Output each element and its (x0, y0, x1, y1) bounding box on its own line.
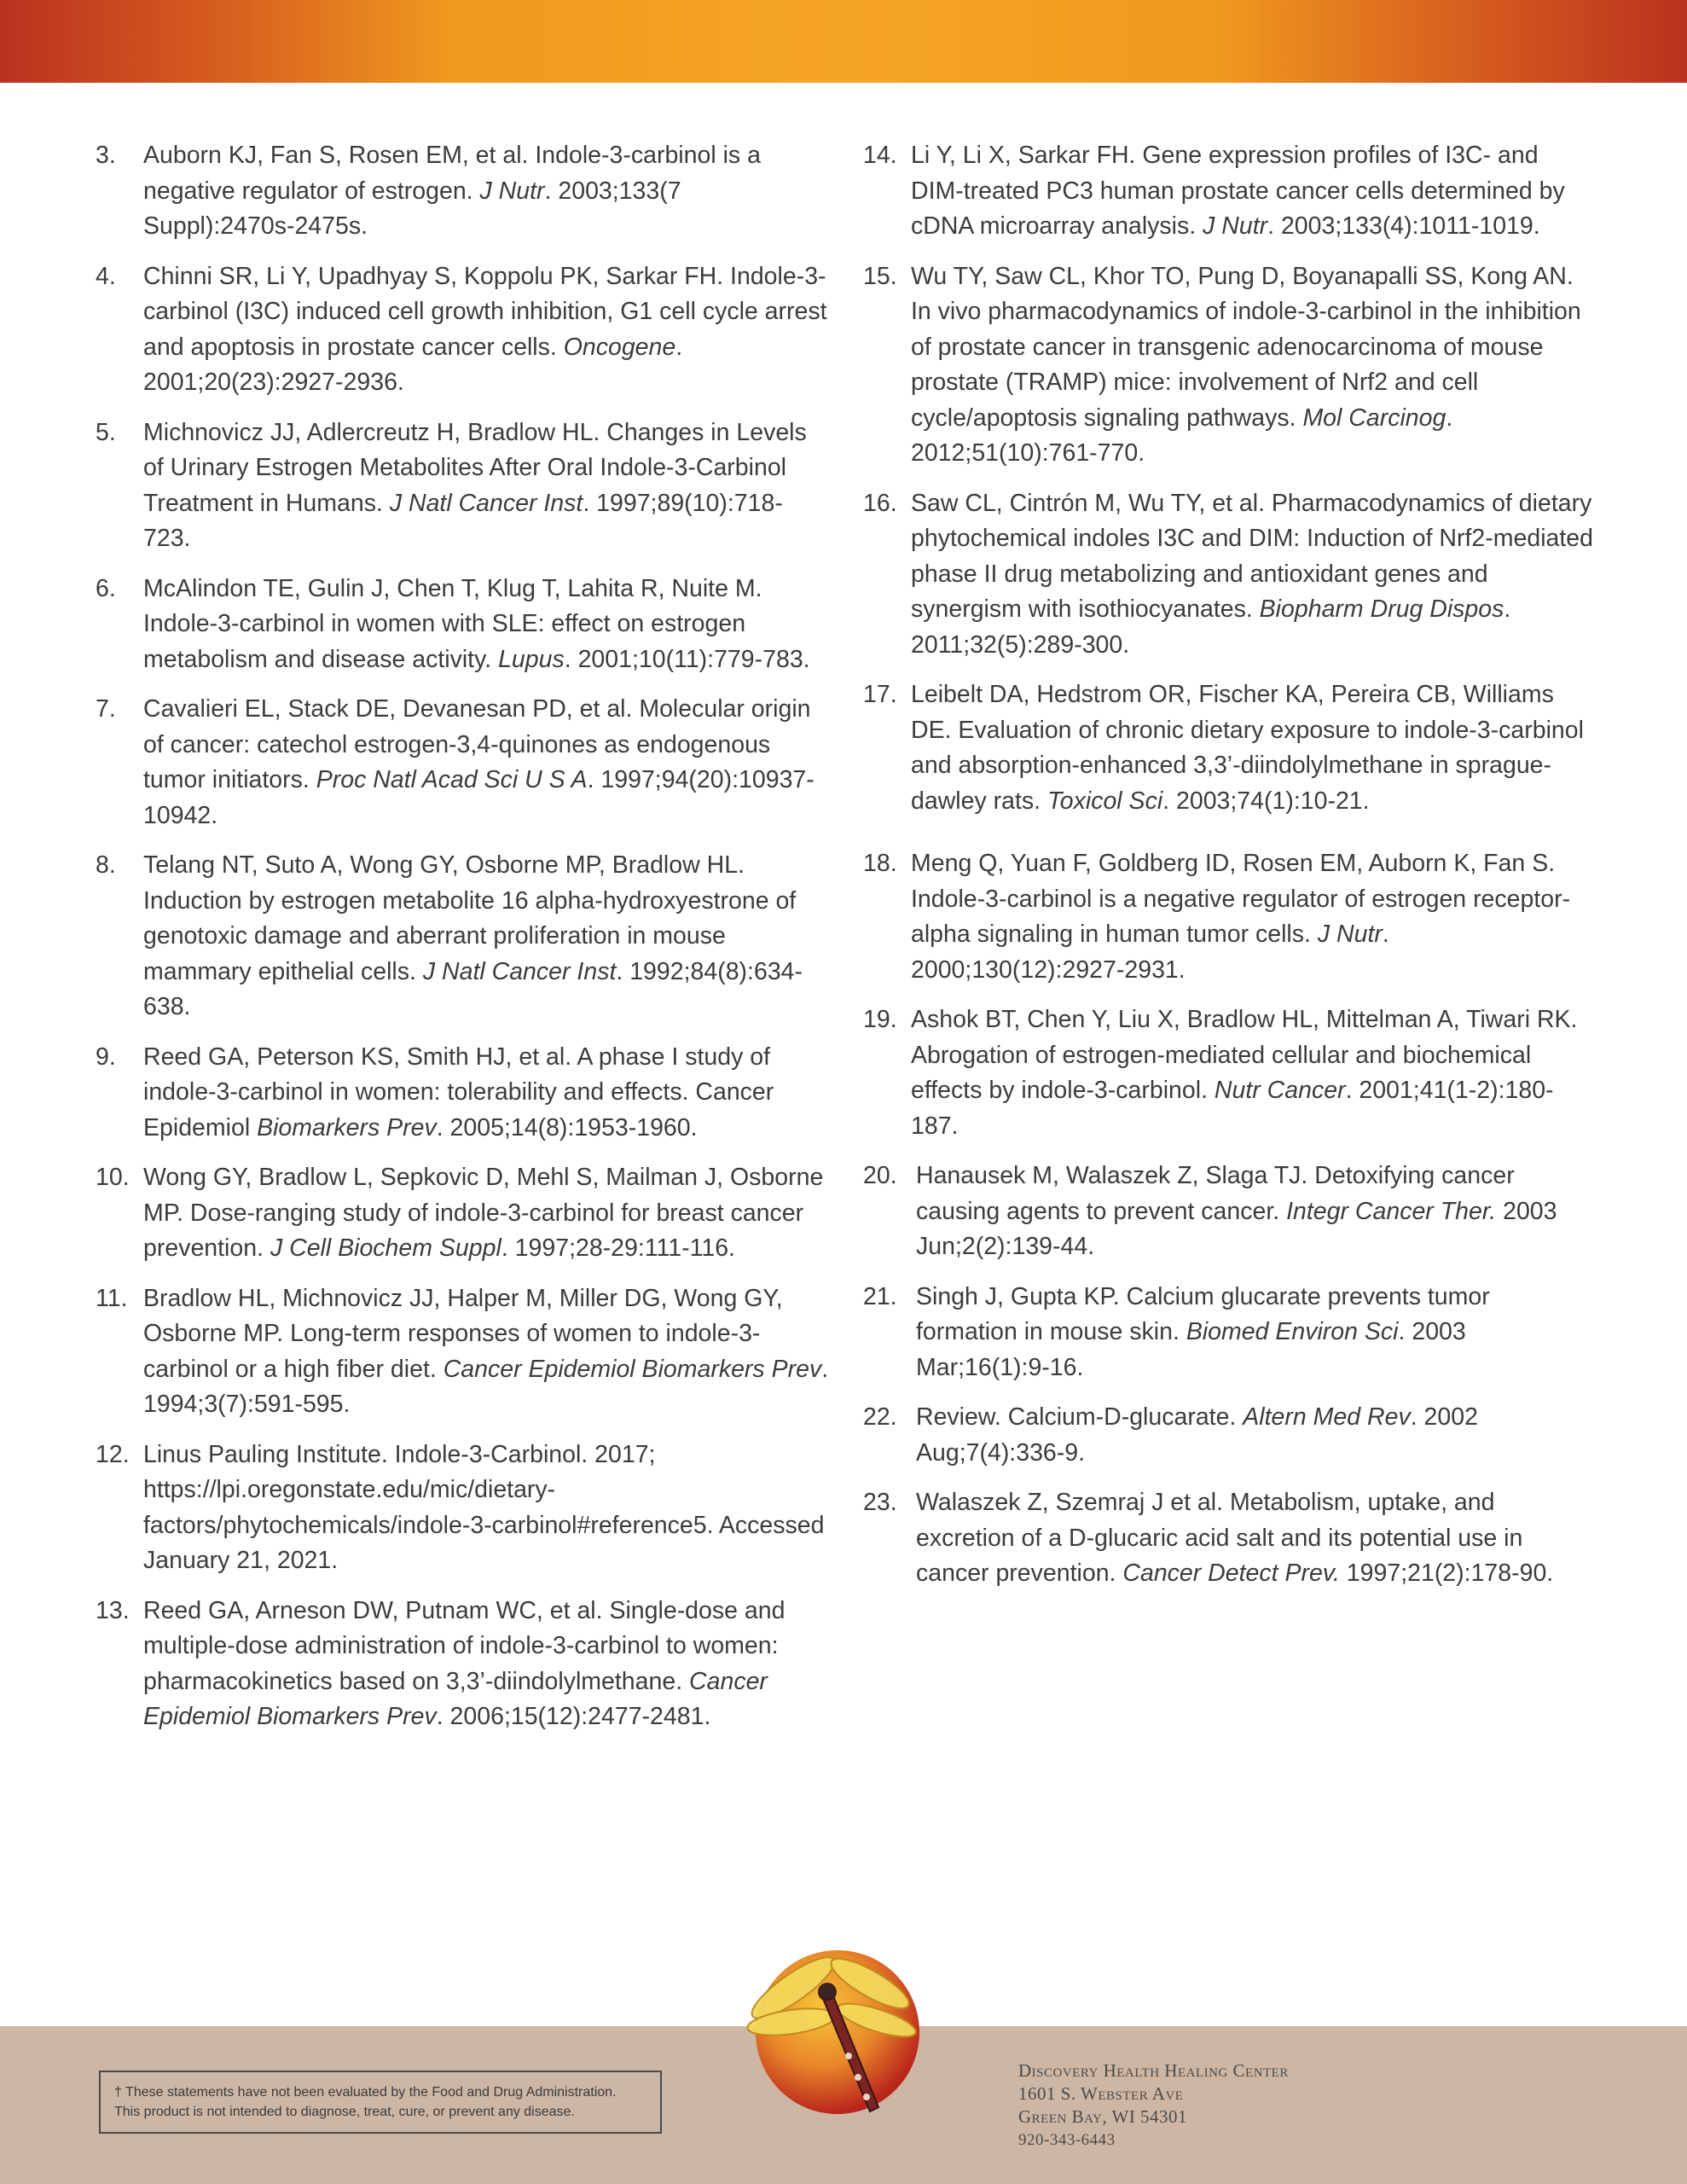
reference-number: 23. (863, 1489, 897, 1516)
journal-title: Nutr Cancer (1214, 1077, 1346, 1104)
reference-text: . 2011;32(5):289-300. (911, 595, 1511, 659)
reference-text: Reed GA, Arneson DW, Putnam WC, et al. Single-dose and multiple-dose administration of indole-3-carbinol to women: pharmacokinetics based on 3,3’-diindolylmethane. (143, 1596, 786, 1695)
reference-number: 9. (96, 1043, 116, 1071)
journal-title: J Natl Cancer Inst (422, 957, 617, 985)
reference-text: . 2003;74(1):10-21. (1162, 787, 1370, 815)
journal-title: Toxicol Sci (1046, 787, 1163, 815)
reference-text: Li Y, Li X, Sarkar FH. Gene expression profiles of I3C- and DIM-treated PC3 human prostate cancer cells determined by cDNA microarray analysis. (911, 142, 1565, 240)
reference-text: . 2000;130(12):2927-2931. (911, 921, 1389, 984)
reference-text: . 2003;133(4):1011-1019. (1267, 212, 1540, 240)
reference-item (863, 1400, 1597, 1471)
reference-number: 13. (96, 1596, 130, 1624)
reference-text: McAlindon TE, Gulin J, Chen T, Klug T, Lahita R, Nuite M. Indole-3-carbinol in women with SLE: effect on estrogen metabolism and disease activity. (143, 574, 762, 673)
reference-text: . 1992;84(8):634-638. (143, 957, 803, 1020)
reference-text: Singh J, Gupta KP. Calcium glucarate prevents tumor formation in mouse skin. (916, 1282, 1490, 1345)
reference-text: Walaszek Z, Szemraj J et al. Metabolism, uptake, and excretion of a D-glucaric acid salt and its potential use in cancer prevention. (916, 1489, 1523, 1587)
reference-number: 8. (96, 851, 116, 879)
city-state-zip: Green Bay, WI 54301 (1018, 2106, 1188, 2127)
reference-number: 16. (863, 489, 897, 517)
reference-text: . 2001;41(1-2):180-187. (911, 1077, 1554, 1140)
header-color-bar (0, 0, 1687, 83)
reference-text: . 2003;133(7 Suppl):2470s-2475s. (143, 177, 681, 240)
journal-title: J Cell Biochem Suppl (270, 1234, 501, 1262)
phone-number[interactable]: 920-343-6443 (1018, 2131, 1116, 2149)
journal-title: Biomarkers Prev (257, 1113, 437, 1141)
reference-text: Telang NT, Suto A, Wong GY, Osborne MP, Bradlow HL. Induction by estrogen metabolite 16 alpha-hydroxyestrone of genotoxic damage and aberrant proliferation in mouse mammary epithelial cells. (143, 851, 797, 985)
reference-text: Reed GA, Peterson KS, Smith HJ, et al. A phase I study of indole-3-carbinol in women: tolerability and effects. Cancer Epidemiol (143, 1043, 774, 1141)
journal-title: Proc Natl Acad Sci U S A (316, 766, 588, 793)
clinic-address (1018, 2059, 1462, 2152)
reference-text: Cavalieri EL, Stack DE, Devanesan PD, et al. Molecular origin of cancer: catechol estrogen-3,4-quinones as endogenous tumor initiators. (143, 695, 811, 793)
reference-number: 15. (863, 262, 897, 290)
reference-number: 12. (96, 1440, 130, 1468)
reference-text: Bradlow HL, Michnovicz JJ, Halper M, Miller DG, Wong GY, Osborne MP. Long-term responses of women to indole-3-carbinol or a high fiber diet. (143, 1284, 783, 1383)
journal-title: J Nutr (1317, 921, 1383, 948)
reference-text: Ashok BT, Chen Y, Liu X, Bradlow HL, Mittelman A, Tiwari RK. Abrogation of estrogen-mediated cellular and biochemical effects by indole-3-carbinol. (911, 1006, 1578, 1104)
reference-text: Hanausek M, Walaszek Z, Slaga TJ. Detoxifying cancer causing agents to prevent cancer. (916, 1162, 1515, 1225)
reference-item (96, 138, 829, 245)
reference-item (96, 1040, 829, 1147)
journal-title: Cancer Epidemiol Biomarkers Prev (443, 1355, 822, 1383)
street-address: 1601 S. Webster Ave (1018, 2083, 1184, 2104)
reference-item (863, 846, 1597, 988)
references-left-column (96, 138, 829, 1750)
reference-number: 10. (96, 1164, 130, 1191)
reference-number: 11. (96, 1284, 128, 1312)
reference-text: Review. Calcium-D-glucarate. (916, 1403, 1244, 1431)
reference-text: 1997;21(2):178-90. (1339, 1560, 1554, 1587)
journal-title: J Nutr (479, 177, 545, 205)
reference-item (863, 1159, 1597, 1265)
reference-number: 21. (863, 1282, 897, 1310)
reference-item (96, 259, 829, 401)
reference-item (96, 415, 829, 557)
reference-item (96, 692, 829, 834)
reference-text: . 1997;28-29:111-116. (501, 1234, 735, 1262)
journal-title: J Nutr (1203, 212, 1268, 240)
reference-number: 18. (863, 850, 897, 877)
reference-item (863, 138, 1597, 245)
reference-text: Michnovicz JJ, Adlercreutz H, Bradlow HL. Changes in Levels of Urinary Estrogen Metabolites After Oral Indole-3-Carbinol Treatment in Humans. (143, 418, 807, 517)
reference-text: Chinni SR, Li Y, Upadhyay S, Koppolu PK, Sarkar FH. Indole-3-carbinol (I3C) induced cell growth inhibition, G1 cell cycle arrest and apoptosis in prostate cancer cells. (143, 262, 827, 361)
reference-number: 5. (96, 418, 116, 446)
reference-number: 22. (863, 1403, 897, 1431)
reference-item (96, 1281, 829, 1423)
reference-number: 7. (96, 695, 116, 723)
journal-title: Biomed Environ Sci (1186, 1318, 1399, 1345)
journal-title: Cancer Epidemiol Biomarkers Prev (143, 1667, 768, 1730)
disclaimer-line-2: This product is not intended to diagnose, treat, cure, or prevent any disease. (114, 2105, 575, 2119)
reference-text: . 2001;10(11):779-783. (564, 645, 810, 673)
reference-number: 20. (863, 1162, 897, 1189)
reference-text: Auborn KJ, Fan S, Rosen EM, et al. Indole-3-carbinol is a negative regulator of estrogen. (143, 142, 761, 205)
reference-item (96, 1594, 829, 1735)
references-right-column (863, 138, 1597, 1606)
reference-text: Leibelt DA, Hedstrom OR, Fischer KA, Pereira CB, Williams DE. Evaluation of chronic dietary exposure to indole-3-carbinol and absorption-enhanced 3,3’-diindolylmethane in sprague-dawley rats. (911, 681, 1584, 815)
journal-title: Biopharm Drug Dispos (1259, 595, 1504, 623)
org-name: Discovery Health Healing Center (1018, 2060, 1289, 2081)
reference-text: . 1994;3(7):591-595. (143, 1355, 829, 1418)
reference-text: . 2005;14(8):1953-1960. (436, 1113, 698, 1141)
reference-text: . 2006;15(12):2477-2481. (436, 1703, 711, 1730)
reference-item (863, 259, 1597, 472)
reference-item (863, 677, 1597, 819)
dragonfly-logo-icon (742, 1937, 930, 2124)
disclaimer-line-1: † These statements have not been evaluated by the Food and Drug Administration. (114, 2085, 617, 2100)
journal-title: J Natl Cancer Inst (389, 489, 583, 517)
reference-item (96, 1438, 829, 1579)
journal-title: Oncogene (563, 333, 676, 361)
reference-text: . 1997;89(10):718-723. (143, 489, 783, 552)
reference-item (863, 486, 1597, 664)
reference-item (96, 1160, 829, 1267)
journal-title: Cancer Detect Prev. (1122, 1560, 1340, 1587)
reference-item (96, 848, 829, 1025)
journal-title: Mol Carcinog (1302, 404, 1446, 432)
reference-number: 4. (96, 262, 116, 290)
reference-text: . 1997;94(20):10937-10942. (143, 766, 815, 829)
reference-text: . 2002 Aug;7(4):336-9. (916, 1403, 1478, 1467)
reference-text: . 2003 Mar;16(1):9-16. (916, 1318, 1466, 1381)
journal-title: Altern Med Rev (1243, 1403, 1411, 1431)
reference-text: Wong GY, Bradlow L, Sepkovic D, Mehl S, Mailman J, Osborne MP. Dose-ranging study of indole-3-carbinol for breast cancer prevention. (143, 1164, 824, 1262)
reference-text: Meng Q, Yuan F, Goldberg ID, Rosen EM, Auborn K, Fan S. Indole-3-carbinol is a negative regulator of estrogen receptor-alpha signaling in human tumor cells. (911, 850, 1571, 948)
reference-text: . 2001;20(23):2927-2936. (143, 333, 683, 396)
journal-title: Integr Cancer Ther. (1286, 1197, 1497, 1225)
reference-number: 3. (96, 142, 116, 169)
reference-number: 6. (96, 574, 116, 602)
journal-title: Lupus (498, 645, 565, 673)
reference-item (863, 1002, 1597, 1144)
reference-text: Saw CL, Cintrón M, Wu TY, et al. Pharmacodynamics of dietary phytochemical indoles I3C and DIM: Induction of Nrf2-mediated phase II drug metabolizing and antioxidant genes and synergism with isothiocyanates. (911, 489, 1593, 623)
reference-text: . 2012;51(10):761-770. (911, 404, 1453, 467)
fda-disclaimer-box (99, 2071, 662, 2134)
reference-number: 19. (863, 1006, 897, 1033)
reference-item (863, 1280, 1597, 1386)
reference-item (96, 572, 829, 678)
reference-text: Wu TY, Saw CL, Khor TO, Pung D, Boyanapalli SS, Kong AN. In vivo pharmacodynamics of indole-3-carbinol in the inhibition of prostate cancer in transgenic adenocarcinoma of mouse prostate (TRAMP) mice: involvement of Nrf2 and cell cycle/apoptosis signaling pathways. (911, 262, 1581, 432)
reference-item (863, 1485, 1597, 1592)
reference-text: 2003 Jun;2(2):139-44. (916, 1197, 1557, 1260)
reference-number: 17. (863, 681, 897, 708)
reference-number: 14. (863, 142, 897, 169)
reference-text: Linus Pauling Institute. Indole-3-Carbinol. 2017; https://lpi.oregonstate.edu/mic/dietary-factors/phytochemicals/indole-3-carbinol#reference5. Accessed January 21, 2021. (143, 1440, 825, 1574)
